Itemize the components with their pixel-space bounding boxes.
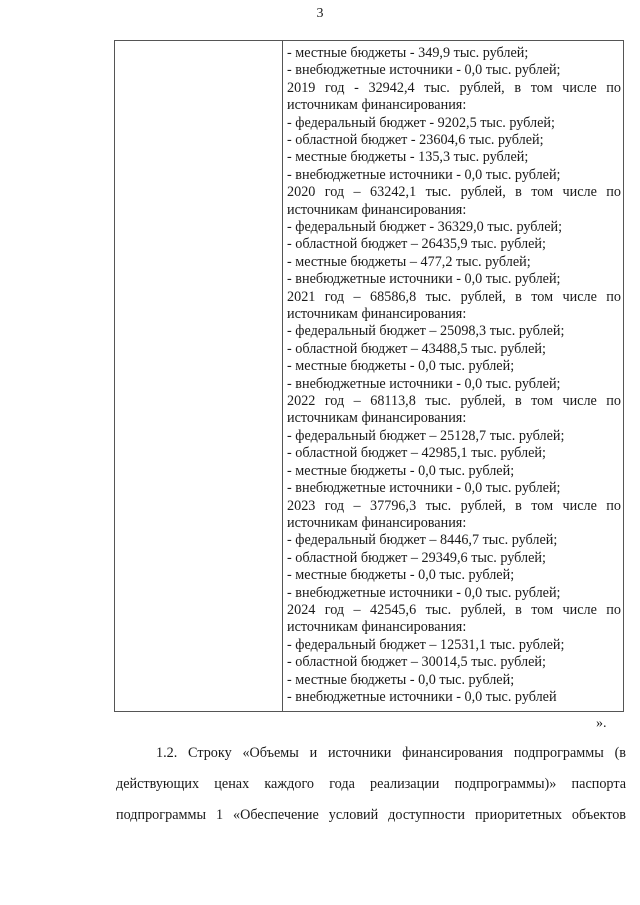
table-line: - областной бюджет – 43488,5 тыс. рублей; xyxy=(287,340,546,357)
table-line: - местные бюджеты - 0,0 тыс. рублей; xyxy=(287,567,515,584)
table-line: - внебюджетные источники - 0,0 тыс. рублей xyxy=(287,688,557,705)
table-line: - местные бюджеты - 0,0 тыс. рублей; xyxy=(287,358,515,375)
paragraph-line: 1.2. Строку «Объемы и источники финансирования подпрограммы (в xyxy=(156,745,626,761)
table-line: - федеральный бюджет – 12531,1 тыс. рублей; xyxy=(287,636,565,653)
table-line: - внебюджетные источники - 0,0 тыс. рублей; xyxy=(287,584,561,601)
table-line: источникам финансирования: xyxy=(287,514,467,531)
table-line: - федеральный бюджет - 36329,0 тыс. рублей; xyxy=(287,219,563,236)
table-line: - внебюджетные источники - 0,0 тыс. рублей; xyxy=(287,166,561,183)
table-line: - федеральный бюджет – 8446,7 тыс. рублей; xyxy=(287,532,558,549)
table-line: 2024 год – 42545,6 тыс. рублей, в том числе по xyxy=(287,601,621,618)
table-line: - внебюджетные источники - 0,0 тыс. рублей; xyxy=(287,480,561,497)
table-line: - областной бюджет - 23604,6 тыс. рублей; xyxy=(287,132,544,149)
table-line: - областной бюджет – 29349,6 тыс. рублей; xyxy=(287,549,546,566)
table-line: - федеральный бюджет - 9202,5 тыс. рублей; xyxy=(287,114,555,131)
table-line: - местные бюджеты – 477,2 тыс. рублей; xyxy=(287,253,531,270)
table-value-cell xyxy=(287,45,621,706)
table-line: 2022 год – 68113,8 тыс. рублей, в том числе по xyxy=(287,393,621,410)
table-line: - местные бюджеты - 0,0 тыс. рублей; xyxy=(287,671,515,688)
table-line: - местные бюджеты - 349,9 тыс. рублей; xyxy=(287,45,529,61)
table-line: источникам финансирования: xyxy=(287,306,467,323)
table-line: источникам финансирования: xyxy=(287,619,467,636)
closing-quote: ». xyxy=(596,716,607,731)
table-label-cell xyxy=(115,41,283,711)
amendment-paragraph xyxy=(116,738,626,831)
table-line: - областной бюджет – 30014,5 тыс. рублей; xyxy=(287,654,546,671)
page-number: 3 xyxy=(316,6,324,21)
table-line: источникам финансирования: xyxy=(287,201,467,218)
table-line: - федеральный бюджет – 25128,7 тыс. рублей; xyxy=(287,427,565,444)
paragraph-line: подпрограммы 1 «Обеспечение условий доступности приоритетных объектов xyxy=(116,807,626,823)
table-line: источникам финансирования: xyxy=(287,410,467,427)
table-line: - областной бюджет – 42985,1 тыс. рублей; xyxy=(287,445,546,462)
table-line: - местные бюджеты - 135,3 тыс. рублей; xyxy=(287,149,529,166)
table-line: 2023 год – 37796,3 тыс. рублей, в том числе по xyxy=(287,497,621,514)
table-line: 2019 год - 32942,4 тыс. рублей, в том числе по xyxy=(287,79,621,96)
table-line: - федеральный бюджет – 25098,3 тыс. рублей; xyxy=(287,323,565,340)
table-line: - местные бюджеты - 0,0 тыс. рублей; xyxy=(287,462,515,479)
table-line: - областной бюджет – 26435,9 тыс. рублей; xyxy=(287,236,546,253)
funding-table xyxy=(114,40,624,712)
paragraph-line: действующих ценах каждого года реализации подпрограммы)» паспорта xyxy=(116,776,626,792)
table-line: источникам финансирования: xyxy=(287,97,467,114)
table-line: 2021 год – 68586,8 тыс. рублей, в том числе по xyxy=(287,288,621,305)
table-line: - внебюджетные источники - 0,0 тыс. рублей; xyxy=(287,271,561,288)
table-line: - внебюджетные источники - 0,0 тыс. рублей; xyxy=(287,62,561,79)
table-line: 2020 год – 63242,1 тыс. рублей, в том числе по xyxy=(287,184,621,201)
table-line: - внебюджетные источники - 0,0 тыс. рублей; xyxy=(287,375,561,392)
